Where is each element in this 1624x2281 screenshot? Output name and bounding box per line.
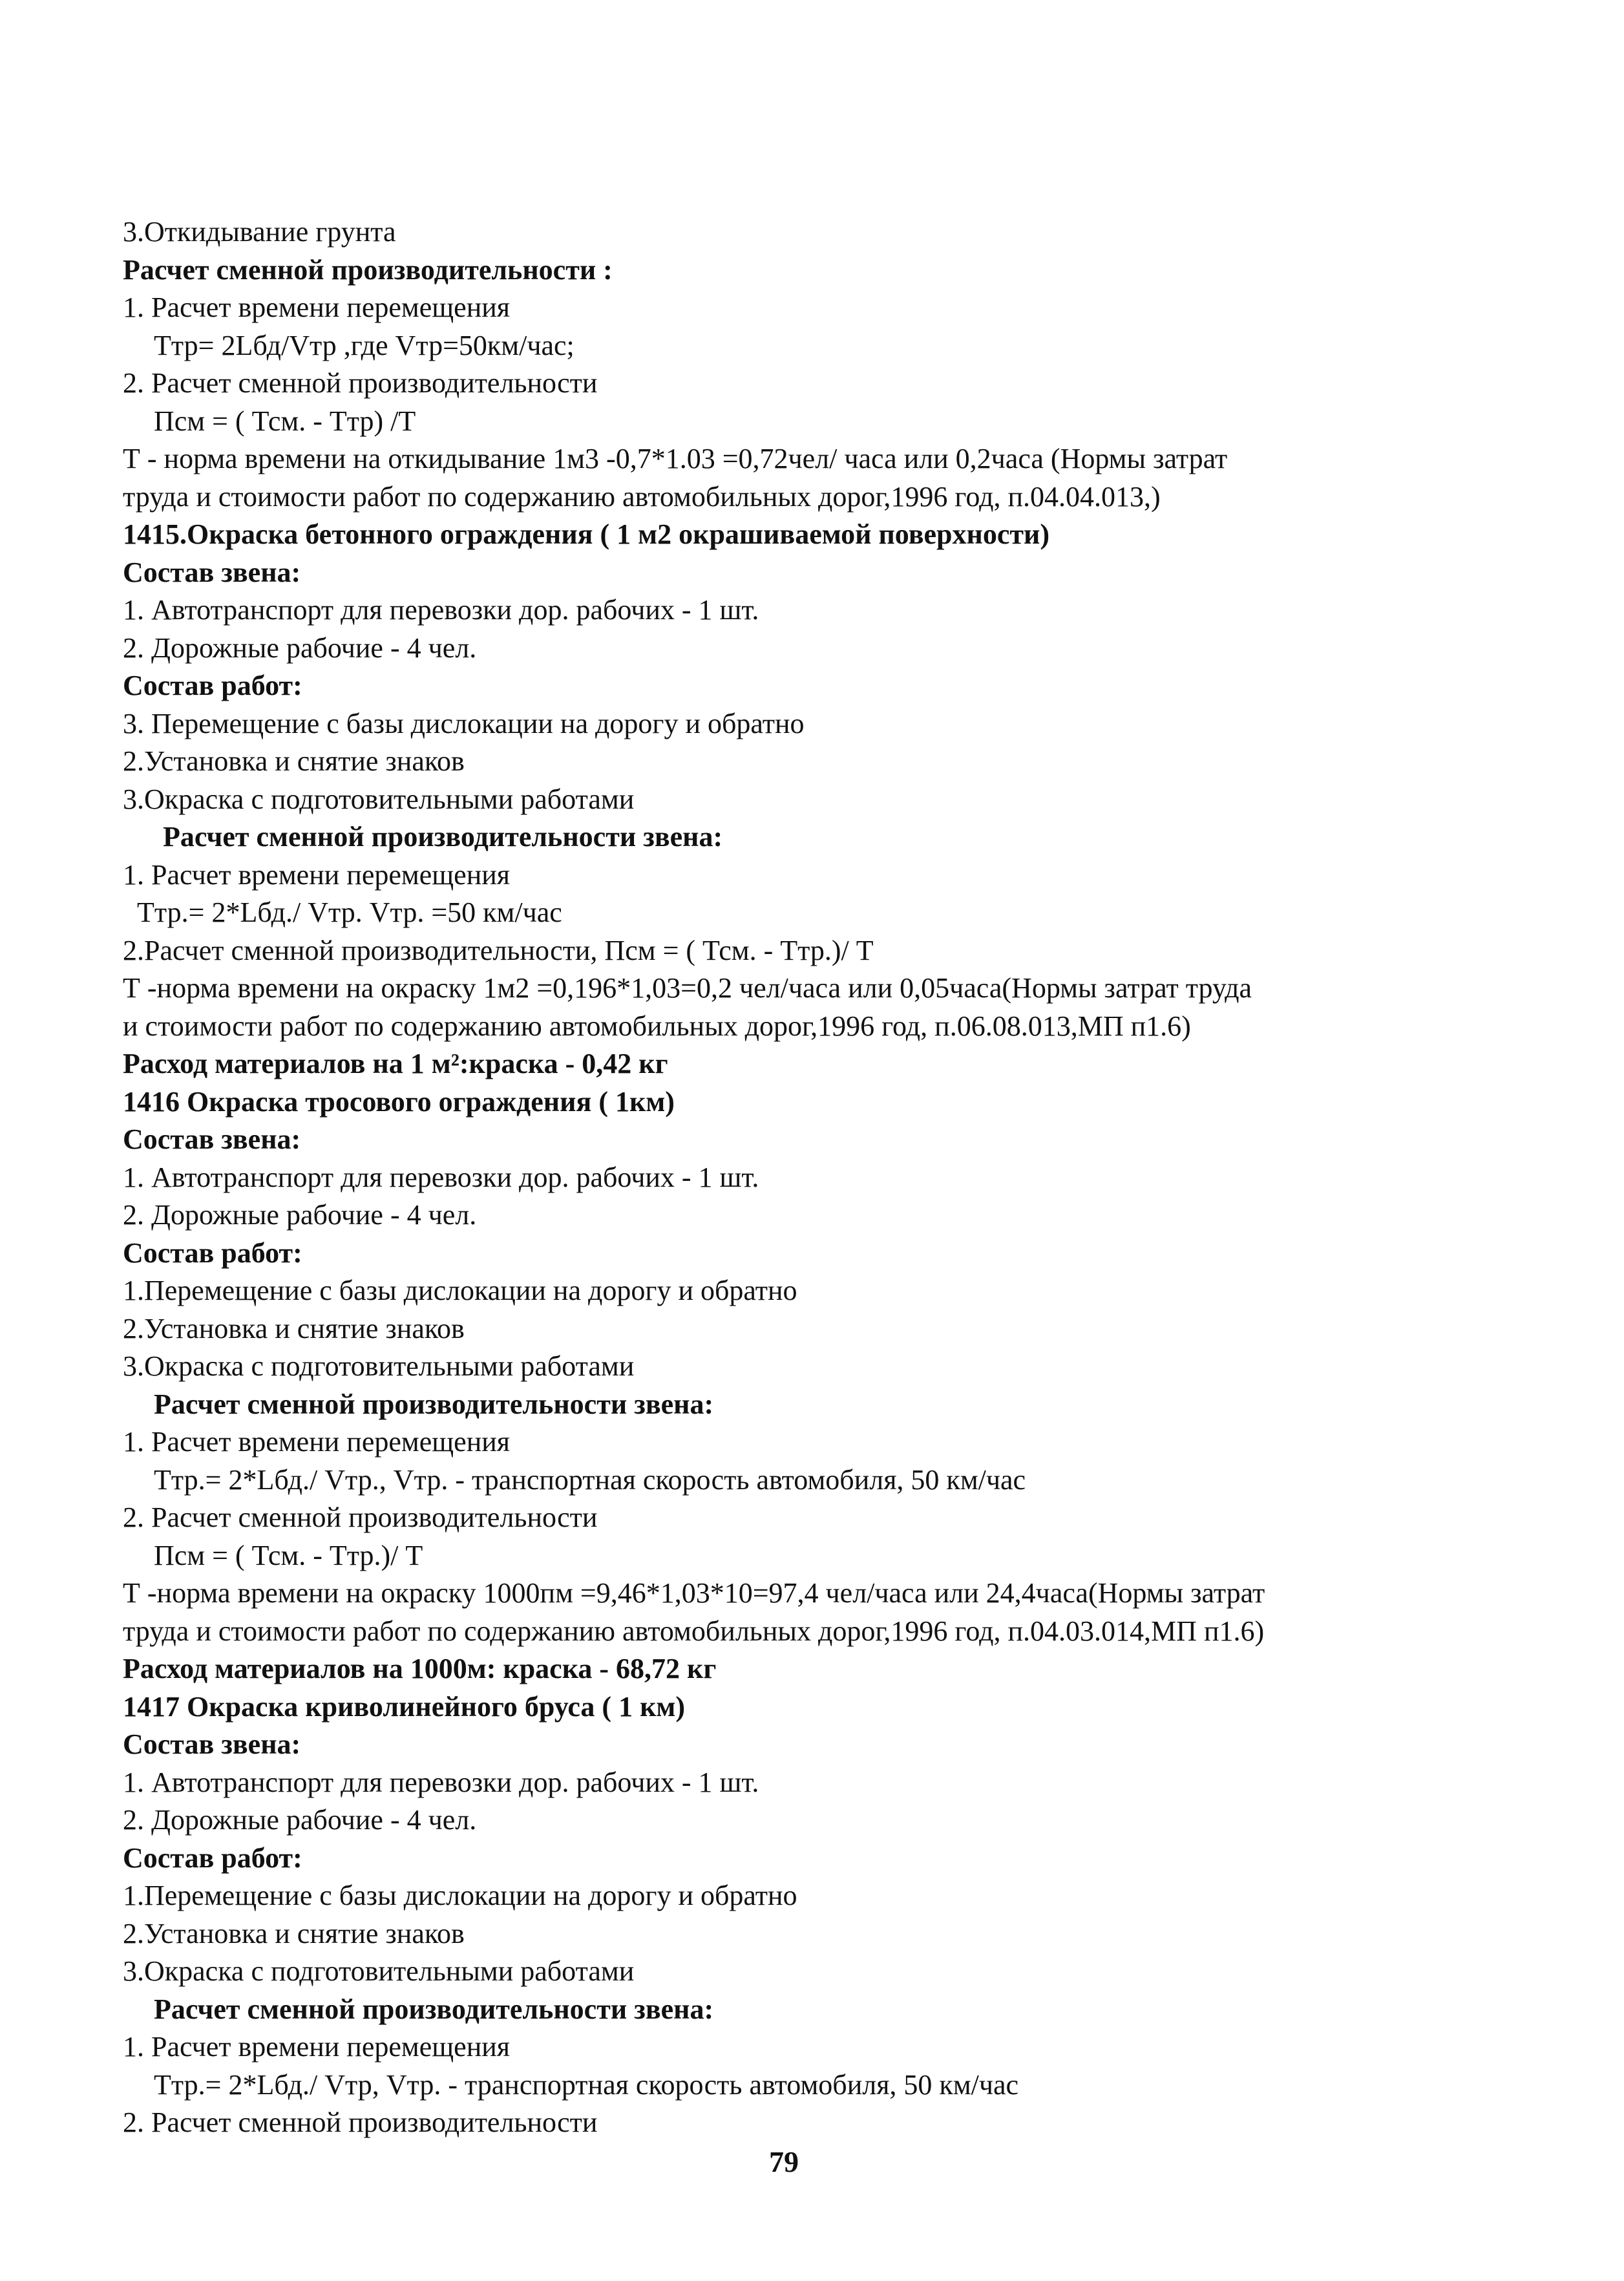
list-item: 2.Установка и снятие знаков xyxy=(123,1312,465,1344)
list-item: 3.Окраска с подготовительными работами xyxy=(123,1350,635,1382)
text-line: 3.Откидывание грунта xyxy=(123,216,396,248)
list-item: 1.Перемещение с базы дислокации на дорогу и обратно xyxy=(123,1275,797,1306)
page-number: 79 xyxy=(769,2145,799,2178)
section-title: 1416 Окраска тросового ограждения ( 1км) xyxy=(123,1085,675,1118)
section-heading: Расчет сменной производительности звена: xyxy=(154,1388,714,1420)
list-item: 1. Расчет времени перемещения xyxy=(123,2031,511,2063)
list-item: 1. Автотранспорт для перевозки дор. рабочих - 1 шт. xyxy=(123,594,759,626)
list-item: 2. Дорожные рабочие - 4 чел. xyxy=(123,631,477,664)
list-item: 2. Дорожные рабочие - 4 чел. xyxy=(123,1804,477,1836)
section-heading: Состав работ: xyxy=(123,670,302,701)
formula-line: Псм = ( Тсм. - Ттр) /Т xyxy=(154,405,416,437)
list-item: 2.Установка и снятие знаков xyxy=(123,1917,465,1949)
list-item: 2. Дорожные рабочие - 4 чел. xyxy=(123,1199,477,1231)
text-line: труда и стоимости работ по содержанию автомобильных дорог,1996 год, п.04.03.014,МП п1.6) xyxy=(123,1615,1265,1647)
formula-line: Ттр.= 2*Lбд./ Vтр. Vтр. =50 км/час xyxy=(137,896,562,928)
list-item: 3.Окраска с подготовительными работами xyxy=(123,1955,635,1987)
document-body xyxy=(123,213,1519,2142)
formula-line: Ттр= 2Lбд/Vтр ,где Vтр=50км/час; xyxy=(154,329,575,361)
section-heading: Состав звена: xyxy=(123,1123,301,1155)
list-item: 1. Автотранспорт для перевозки дор. рабочих - 1 шт. xyxy=(123,1766,759,1798)
text-line: труда и стоимости работ по содержанию автомобильных дорог,1996 год, п.04.04.013,) xyxy=(123,480,1161,513)
list-item: 2. Расчет сменной производительности xyxy=(123,1501,598,1533)
list-item: 2.Установка и снятие знаков xyxy=(123,745,465,777)
formula-line: Псм = ( Тсм. - Ттр.)/ Т xyxy=(154,1539,423,1571)
list-item: 1.Перемещение с базы дислокации на дорогу и обратно xyxy=(123,1880,797,1911)
formula-line: Ттр.= 2*Lбд./ Vтр., Vтр. - транспортная скорость автомобиля, 50 км/час xyxy=(154,1463,1026,1496)
text-line: Т -норма времени на окраску 1м2 =0,196*1,03=0,2 чел/часа или 0,05часа(Нормы затрат труда xyxy=(123,972,1252,1004)
list-item: 1. Автотранспорт для перевозки дор. рабочих - 1 шт. xyxy=(123,1161,759,1193)
list-item: 3. Перемещение с базы дислокации на дорогу и обратно xyxy=(123,707,805,739)
text-line: Т - норма времени на откидывание 1м3 -0,7*1.03 =0,72чел/ часа или 0,2часа (Нормы затрат xyxy=(123,443,1228,474)
section-heading: Состав работ: xyxy=(123,1841,302,1874)
list-item: 2.Расчет сменной производительности, Псм = ( Тсм. - Ттр.)/ Т xyxy=(123,934,874,966)
section-heading: Расчет сменной производительности звена: xyxy=(154,1993,714,2025)
section-heading: Состав звена: xyxy=(123,1728,301,1760)
text-line: Т -норма времени на окраску 1000пм =9,46*1,03*10=97,4 чел/часа или 24,4часа(Нормы затрат xyxy=(123,1577,1265,1609)
list-item: 1. Расчет времени перемещения xyxy=(123,858,511,891)
section-title: 1415.Окраска бетонного ограждения ( 1 м2 окрашиваемой поверхности) xyxy=(123,518,1049,550)
list-item: 1. Расчет времени перемещения xyxy=(123,292,511,323)
section-title: 1417 Окраска криволинейного бруса ( 1 км) xyxy=(123,1690,686,1723)
list-item: 2. Расчет сменной производительности xyxy=(123,2106,598,2138)
list-item: 2. Расчет сменной производительности xyxy=(123,367,598,399)
list-item: 1. Расчет времени перемещения xyxy=(123,1426,511,1458)
formula-line: Ттр.= 2*Lбд./ Vтр, Vтр. - транспортная скорость автомобиля, 50 км/час xyxy=(154,2068,1019,2101)
text-line: и стоимости работ по содержанию автомобильных дорог,1996 год, п.06.08.013,МП п1.6) xyxy=(123,1010,1191,1042)
materials-line: Расход материалов на 1 м²:краска - 0,42 кг xyxy=(123,1048,668,1079)
section-heading: Состав звена: xyxy=(123,556,301,588)
section-heading: Расчет сменной производительности звена: xyxy=(163,821,723,853)
materials-line: Расход материалов на 1000м: краска - 68,72 кг xyxy=(123,1653,717,1684)
list-item: 3.Окраска с подготовительными работами xyxy=(123,783,635,815)
section-heading: Состав работ: xyxy=(123,1236,302,1269)
section-heading: Расчет сменной производительности : xyxy=(123,253,613,286)
